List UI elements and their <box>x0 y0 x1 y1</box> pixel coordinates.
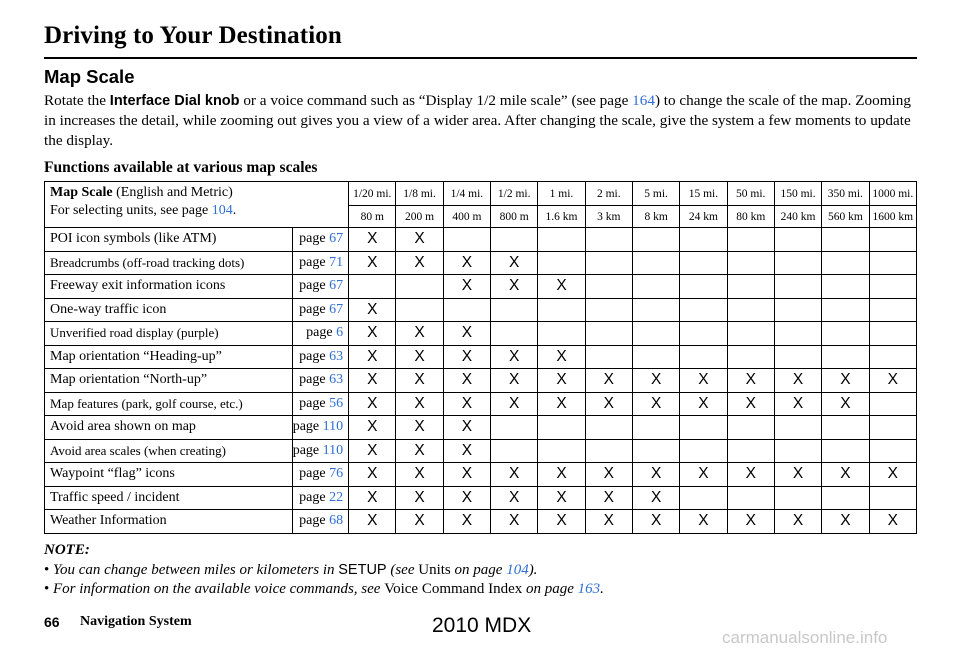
availability-mark: X <box>538 510 585 534</box>
availability-mark: X <box>396 510 443 534</box>
map-scale-table <box>44 181 917 534</box>
availability-mark: X <box>349 439 396 463</box>
page-reference <box>292 369 348 393</box>
table-row <box>45 416 917 440</box>
availability-mark: X <box>396 322 443 346</box>
scale-metric-header: 400 m <box>443 206 490 228</box>
availability-mark: X <box>443 275 490 299</box>
note2-text-b: on page <box>522 581 578 597</box>
availability-mark: X <box>349 228 396 252</box>
availability-mark <box>349 275 396 299</box>
scale-metric-header: 3 km <box>585 206 632 228</box>
availability-mark <box>869 392 916 416</box>
availability-mark <box>680 298 727 322</box>
page-reference <box>292 510 348 534</box>
availability-mark: X <box>774 510 821 534</box>
table-row <box>45 510 917 534</box>
model-label: 2010 MDX <box>432 614 532 637</box>
page-link[interactable]: 67 <box>329 278 344 294</box>
availability-mark: X <box>396 439 443 463</box>
page-link[interactable]: 110 <box>322 442 344 458</box>
page-link[interactable]: 6 <box>336 325 344 341</box>
page-reference <box>292 251 348 275</box>
availability-mark: X <box>443 392 490 416</box>
page-reference <box>292 463 348 487</box>
function-label: Breadcrumbs (off-road tracking dots) <box>45 251 293 275</box>
function-label: Traffic speed / incident <box>45 486 293 510</box>
map-scale-label: Map Scale <box>50 185 113 200</box>
availability-mark <box>869 322 916 346</box>
availability-mark <box>680 345 727 369</box>
availability-mark: X <box>443 416 490 440</box>
page-reference <box>292 486 348 510</box>
page-link[interactable]: 76 <box>329 466 344 482</box>
availability-mark <box>727 251 774 275</box>
availability-mark: X <box>396 486 443 510</box>
availability-mark <box>822 486 869 510</box>
page-reference <box>292 228 348 252</box>
function-label: Freeway exit information icons <box>45 275 293 299</box>
availability-mark <box>585 416 632 440</box>
availability-mark: X <box>349 392 396 416</box>
page-prefix: page <box>299 278 330 294</box>
availability-mark <box>727 275 774 299</box>
availability-mark <box>632 275 679 299</box>
availability-mark: X <box>349 486 396 510</box>
availability-mark: X <box>585 392 632 416</box>
availability-mark: X <box>822 463 869 487</box>
availability-mark <box>538 228 585 252</box>
availability-mark <box>727 322 774 346</box>
availability-mark: X <box>680 369 727 393</box>
availability-mark: X <box>349 298 396 322</box>
scale-mi-header: 1/8 mi. <box>396 182 443 206</box>
function-label: POI icon symbols (like ATM) <box>45 228 293 252</box>
availability-mark: X <box>396 463 443 487</box>
scale-metric-header: 80 km <box>727 206 774 228</box>
availability-mark <box>491 439 538 463</box>
table-row <box>45 298 917 322</box>
availability-mark <box>585 345 632 369</box>
availability-mark <box>822 345 869 369</box>
availability-mark: X <box>491 345 538 369</box>
availability-mark <box>632 298 679 322</box>
scale-metric-header: 80 m <box>349 206 396 228</box>
page-link[interactable]: 56 <box>329 395 344 411</box>
availability-mark: X <box>822 369 869 393</box>
availability-mark <box>727 228 774 252</box>
table-header-label <box>45 182 349 228</box>
availability-mark <box>869 251 916 275</box>
availability-mark: X <box>396 228 443 252</box>
page-link[interactable]: 67 <box>329 231 344 247</box>
availability-mark: X <box>585 463 632 487</box>
availability-mark: X <box>869 369 916 393</box>
availability-mark: X <box>443 369 490 393</box>
availability-mark <box>632 345 679 369</box>
function-label: Avoid area scales (when creating) <box>45 439 293 463</box>
availability-mark <box>869 298 916 322</box>
availability-mark: X <box>869 463 916 487</box>
availability-mark <box>774 322 821 346</box>
page-prefix: page <box>292 419 323 435</box>
note-item-1 <box>44 562 537 579</box>
availability-mark: X <box>538 486 585 510</box>
availability-mark <box>774 439 821 463</box>
chapter-title: Driving to Your Destination <box>44 22 342 49</box>
availability-mark: X <box>632 463 679 487</box>
page-prefix: page <box>292 442 323 458</box>
page-reference <box>292 345 348 369</box>
table-row <box>45 251 917 275</box>
page-link-163[interactable]: 163 <box>577 581 601 597</box>
availability-mark: X <box>632 486 679 510</box>
availability-mark: X <box>680 510 727 534</box>
note2-text-c: . <box>600 581 604 597</box>
page-link-164[interactable]: 164 <box>632 92 655 109</box>
availability-mark <box>491 416 538 440</box>
function-label: Map features (park, golf course, etc.) <box>45 392 293 416</box>
availability-mark: X <box>585 510 632 534</box>
availability-mark: X <box>538 345 585 369</box>
availability-mark <box>774 416 821 440</box>
page-prefix: page <box>299 513 330 529</box>
availability-mark <box>585 251 632 275</box>
availability-mark: X <box>443 463 490 487</box>
scale-metric-header: 1600 km <box>869 206 916 228</box>
availability-mark: X <box>538 463 585 487</box>
scale-metric-header: 8 km <box>632 206 679 228</box>
availability-mark <box>491 228 538 252</box>
function-label: One-way traffic icon <box>45 298 293 322</box>
availability-mark <box>727 298 774 322</box>
availability-mark: X <box>632 369 679 393</box>
availability-mark <box>538 298 585 322</box>
availability-mark <box>538 251 585 275</box>
availability-mark: X <box>349 251 396 275</box>
availability-mark <box>822 251 869 275</box>
page-prefix: page <box>299 254 330 270</box>
note1-text-b: (see <box>386 562 419 578</box>
watermark: carmanualsonline.info <box>722 628 888 647</box>
scale-mi-header: 2 mi. <box>585 182 632 206</box>
scale-mi-header: 1 mi. <box>538 182 585 206</box>
availability-mark: X <box>349 463 396 487</box>
note-heading: NOTE: <box>44 542 90 558</box>
availability-mark <box>396 275 443 299</box>
availability-mark: X <box>396 392 443 416</box>
availability-mark <box>869 486 916 510</box>
availability-mark <box>538 416 585 440</box>
setup-term: SETUP <box>338 562 387 578</box>
voice-command-index-term: Voice Command Index <box>384 581 523 597</box>
table-row <box>45 369 917 393</box>
table-row <box>45 275 917 299</box>
note-item-2 <box>44 581 604 598</box>
availability-mark <box>632 416 679 440</box>
availability-mark: X <box>632 510 679 534</box>
page-reference <box>292 275 348 299</box>
availability-mark <box>680 439 727 463</box>
availability-mark <box>632 228 679 252</box>
section-title: Map Scale <box>44 66 135 87</box>
availability-mark <box>680 322 727 346</box>
scale-mi-header: 1/2 mi. <box>491 182 538 206</box>
intro-paragraph <box>44 91 920 151</box>
page-link[interactable]: 67 <box>329 301 344 317</box>
availability-mark: X <box>491 369 538 393</box>
availability-mark: X <box>585 369 632 393</box>
availability-mark <box>585 275 632 299</box>
availability-mark <box>822 228 869 252</box>
note2-text-a: For information on the available voice commands, see <box>49 581 385 597</box>
availability-mark <box>585 298 632 322</box>
availability-mark: X <box>538 392 585 416</box>
scale-metric-header: 240 km <box>774 206 821 228</box>
header-rule <box>44 57 917 59</box>
availability-mark <box>727 486 774 510</box>
table-title: Functions available at various map scales <box>44 159 318 176</box>
availability-mark <box>869 345 916 369</box>
page-link[interactable]: 63 <box>329 372 344 388</box>
page-number: 66 <box>44 614 60 630</box>
availability-mark: X <box>585 486 632 510</box>
availability-mark <box>774 228 821 252</box>
availability-mark: X <box>538 369 585 393</box>
availability-mark <box>822 322 869 346</box>
availability-mark <box>538 322 585 346</box>
function-label: Unverified road display (purple) <box>45 322 293 346</box>
availability-mark <box>727 416 774 440</box>
availability-mark <box>727 345 774 369</box>
availability-mark: X <box>727 463 774 487</box>
availability-mark <box>680 228 727 252</box>
availability-mark <box>822 275 869 299</box>
availability-mark <box>822 298 869 322</box>
availability-mark: X <box>822 392 869 416</box>
table-row <box>45 486 917 510</box>
function-label: Avoid area shown on map <box>45 416 293 440</box>
page-link[interactable]: 22 <box>329 489 344 505</box>
table-row <box>45 439 917 463</box>
availability-mark <box>869 228 916 252</box>
availability-mark <box>680 416 727 440</box>
availability-mark <box>680 275 727 299</box>
availability-mark <box>585 228 632 252</box>
availability-mark: X <box>491 392 538 416</box>
availability-mark <box>774 298 821 322</box>
availability-mark <box>632 439 679 463</box>
scale-mi-header: 5 mi. <box>632 182 679 206</box>
bullet: • <box>44 581 50 597</box>
scale-metric-header: 24 km <box>680 206 727 228</box>
availability-mark: X <box>349 322 396 346</box>
table-row <box>45 322 917 346</box>
intro-text-2: or a voice command such as “Display 1/2 mile scale” (see page <box>239 92 633 109</box>
interface-dial-knob-term: Interface Dial knob <box>109 93 240 109</box>
availability-mark <box>585 322 632 346</box>
page-prefix: page <box>306 325 337 341</box>
table-row <box>45 463 917 487</box>
availability-mark: X <box>349 416 396 440</box>
availability-mark <box>585 439 632 463</box>
availability-mark: X <box>727 392 774 416</box>
availability-mark <box>774 251 821 275</box>
availability-mark: X <box>727 510 774 534</box>
intro-text-1: Rotate the <box>44 92 110 109</box>
table-body <box>45 228 917 534</box>
availability-mark <box>774 345 821 369</box>
availability-mark: X <box>443 345 490 369</box>
table-row <box>45 345 917 369</box>
availability-mark <box>491 298 538 322</box>
page-prefix: page <box>299 372 330 388</box>
availability-mark: X <box>349 345 396 369</box>
page-link[interactable]: 110 <box>322 419 344 435</box>
units-term: Units <box>418 562 451 578</box>
availability-mark: X <box>680 463 727 487</box>
function-label: Map orientation “North-up” <box>45 369 293 393</box>
scale-mi-header: 1/20 mi. <box>349 182 396 206</box>
availability-mark <box>632 251 679 275</box>
availability-mark <box>774 486 821 510</box>
scale-metric-header: 200 m <box>396 206 443 228</box>
page-prefix: page <box>299 489 330 505</box>
availability-mark: X <box>822 510 869 534</box>
availability-mark: X <box>443 439 490 463</box>
availability-mark: X <box>349 369 396 393</box>
function-label: Weather Information <box>45 510 293 534</box>
availability-mark <box>680 251 727 275</box>
availability-mark: X <box>396 345 443 369</box>
page-reference <box>292 322 348 346</box>
availability-mark: X <box>774 392 821 416</box>
availability-mark: X <box>491 486 538 510</box>
bullet: • <box>44 562 50 578</box>
note1-text-d: ). <box>528 562 538 578</box>
table-row <box>45 228 917 252</box>
availability-mark <box>680 486 727 510</box>
page-prefix: page <box>299 231 330 247</box>
page-reference <box>292 439 348 463</box>
scale-mi-header: 1000 mi. <box>869 182 916 206</box>
availability-mark: X <box>396 416 443 440</box>
page-prefix: page <box>299 301 330 317</box>
scale-mi-header: 150 mi. <box>774 182 821 206</box>
availability-mark <box>538 439 585 463</box>
function-label: Waypoint “flag” icons <box>45 463 293 487</box>
availability-mark <box>443 228 490 252</box>
units-end: . <box>232 203 237 218</box>
scale-mi-header: 50 mi. <box>727 182 774 206</box>
page-reference <box>292 416 348 440</box>
availability-mark <box>822 416 869 440</box>
availability-mark <box>822 439 869 463</box>
availability-mark: X <box>491 251 538 275</box>
page-prefix: page <box>299 395 330 411</box>
availability-mark: X <box>491 275 538 299</box>
availability-mark: X <box>632 392 679 416</box>
availability-mark <box>869 275 916 299</box>
availability-mark: X <box>869 510 916 534</box>
availability-mark: X <box>443 486 490 510</box>
availability-mark: X <box>774 369 821 393</box>
availability-mark <box>869 439 916 463</box>
scale-mi-header: 15 mi. <box>680 182 727 206</box>
page-link-104-header[interactable]: 104 <box>211 203 233 218</box>
note1-text-c: on page <box>450 562 507 578</box>
page-reference <box>292 298 348 322</box>
availability-mark <box>491 322 538 346</box>
scale-metric-header: 800 m <box>491 206 538 228</box>
map-scale-sublabel: (English and Metric) <box>112 185 233 200</box>
scale-mi-header: 350 mi. <box>822 182 869 206</box>
availability-mark: X <box>680 392 727 416</box>
units-text: For selecting units, see page <box>50 203 212 218</box>
table-row <box>45 392 917 416</box>
scale-mi-header: 1/4 mi. <box>443 182 490 206</box>
availability-mark: X <box>491 463 538 487</box>
availability-mark: X <box>538 275 585 299</box>
availability-mark: X <box>349 510 396 534</box>
availability-mark <box>632 322 679 346</box>
availability-mark <box>396 298 443 322</box>
page-link[interactable]: 63 <box>329 348 344 364</box>
page-reference <box>292 392 348 416</box>
availability-mark: X <box>396 251 443 275</box>
note1-text-a: You can change between miles or kilometers in <box>49 562 339 578</box>
availability-mark: X <box>774 463 821 487</box>
availability-mark: X <box>491 510 538 534</box>
availability-mark <box>774 275 821 299</box>
scale-metric-header: 1.6 km <box>538 206 585 228</box>
page-link[interactable]: 68 <box>329 513 344 529</box>
page-link-104-note[interactable]: 104 <box>506 562 529 578</box>
availability-mark: X <box>727 369 774 393</box>
page-prefix: page <box>299 348 330 364</box>
page-link[interactable]: 71 <box>329 254 344 270</box>
availability-mark <box>869 416 916 440</box>
availability-mark <box>727 439 774 463</box>
availability-mark: X <box>443 510 490 534</box>
function-label: Map orientation “Heading-up” <box>45 345 293 369</box>
footer-title: Navigation System <box>80 614 192 629</box>
page-prefix: page <box>299 466 330 482</box>
availability-mark: X <box>396 369 443 393</box>
availability-mark <box>443 298 490 322</box>
scale-metric-header: 560 km <box>822 206 869 228</box>
availability-mark: X <box>443 322 490 346</box>
intro-text-3: ) to change the scale of the map. Zooming in increases the detail, while zooming out gives you a view of a wider area. After changing the scale, give the system a few moments to update the display. <box>44 92 911 149</box>
availability-mark: X <box>443 251 490 275</box>
